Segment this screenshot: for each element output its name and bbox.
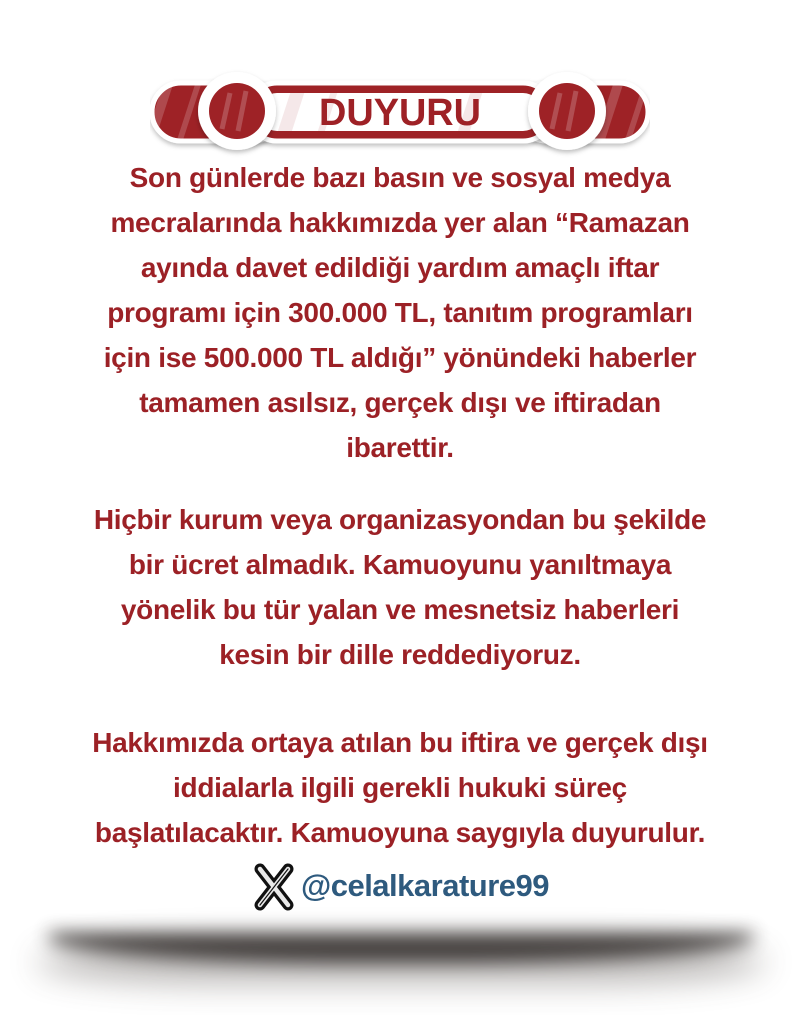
statement-paragraph-2 <box>0 497 800 677</box>
text-line: tamamen asılsız, gerçek dışı ve iftiradan <box>139 387 661 418</box>
ribbon-banner-graphic <box>150 62 650 160</box>
text-line: programı için 300.000 TL, tanıtım programları <box>107 297 693 328</box>
text-line: kesin bir dille reddediyoruz. <box>219 639 581 670</box>
banner-title: DUYURU <box>319 92 481 134</box>
text-line: için ise 500.000 TL aldığı” yönündeki haberler <box>103 342 697 373</box>
social-handle-text: @celalkarature99 <box>300 868 549 903</box>
text-line: iddialarla ilgili gerekli hukuki süreç <box>173 772 627 803</box>
duyuru-ribbon-banner <box>150 62 650 160</box>
social-handle-row <box>0 858 800 914</box>
text-line: yönelik bu tür yalan ve mesnetsiz haberleri <box>120 594 680 625</box>
text-line: ayında davet edildiği yardım amaçlı iftar <box>140 252 660 283</box>
statement-paragraph-3 <box>0 720 800 855</box>
statement-paragraph-1 <box>0 155 800 470</box>
text-line: mecralarında hakkımızda yer alan “Ramazan <box>110 207 690 238</box>
x-twitter-icon <box>251 862 297 912</box>
text-line: Hiçbir kurum veya organizasyondan bu şekilde <box>93 504 707 535</box>
text-line: başlatılacaktır. Kamuoyuna saygıyla duyurulur. <box>94 817 706 848</box>
text-line: ibarettir. <box>346 432 454 463</box>
text-line: bir ücret almadık. Kamuoyunu yanıltmaya <box>128 549 672 580</box>
text-line: Hakkımızda ortaya atılan bu iftira ve gerçek dışı <box>92 727 708 758</box>
text-line: Son günlerde bazı basın ve sosyal medya <box>129 162 671 193</box>
